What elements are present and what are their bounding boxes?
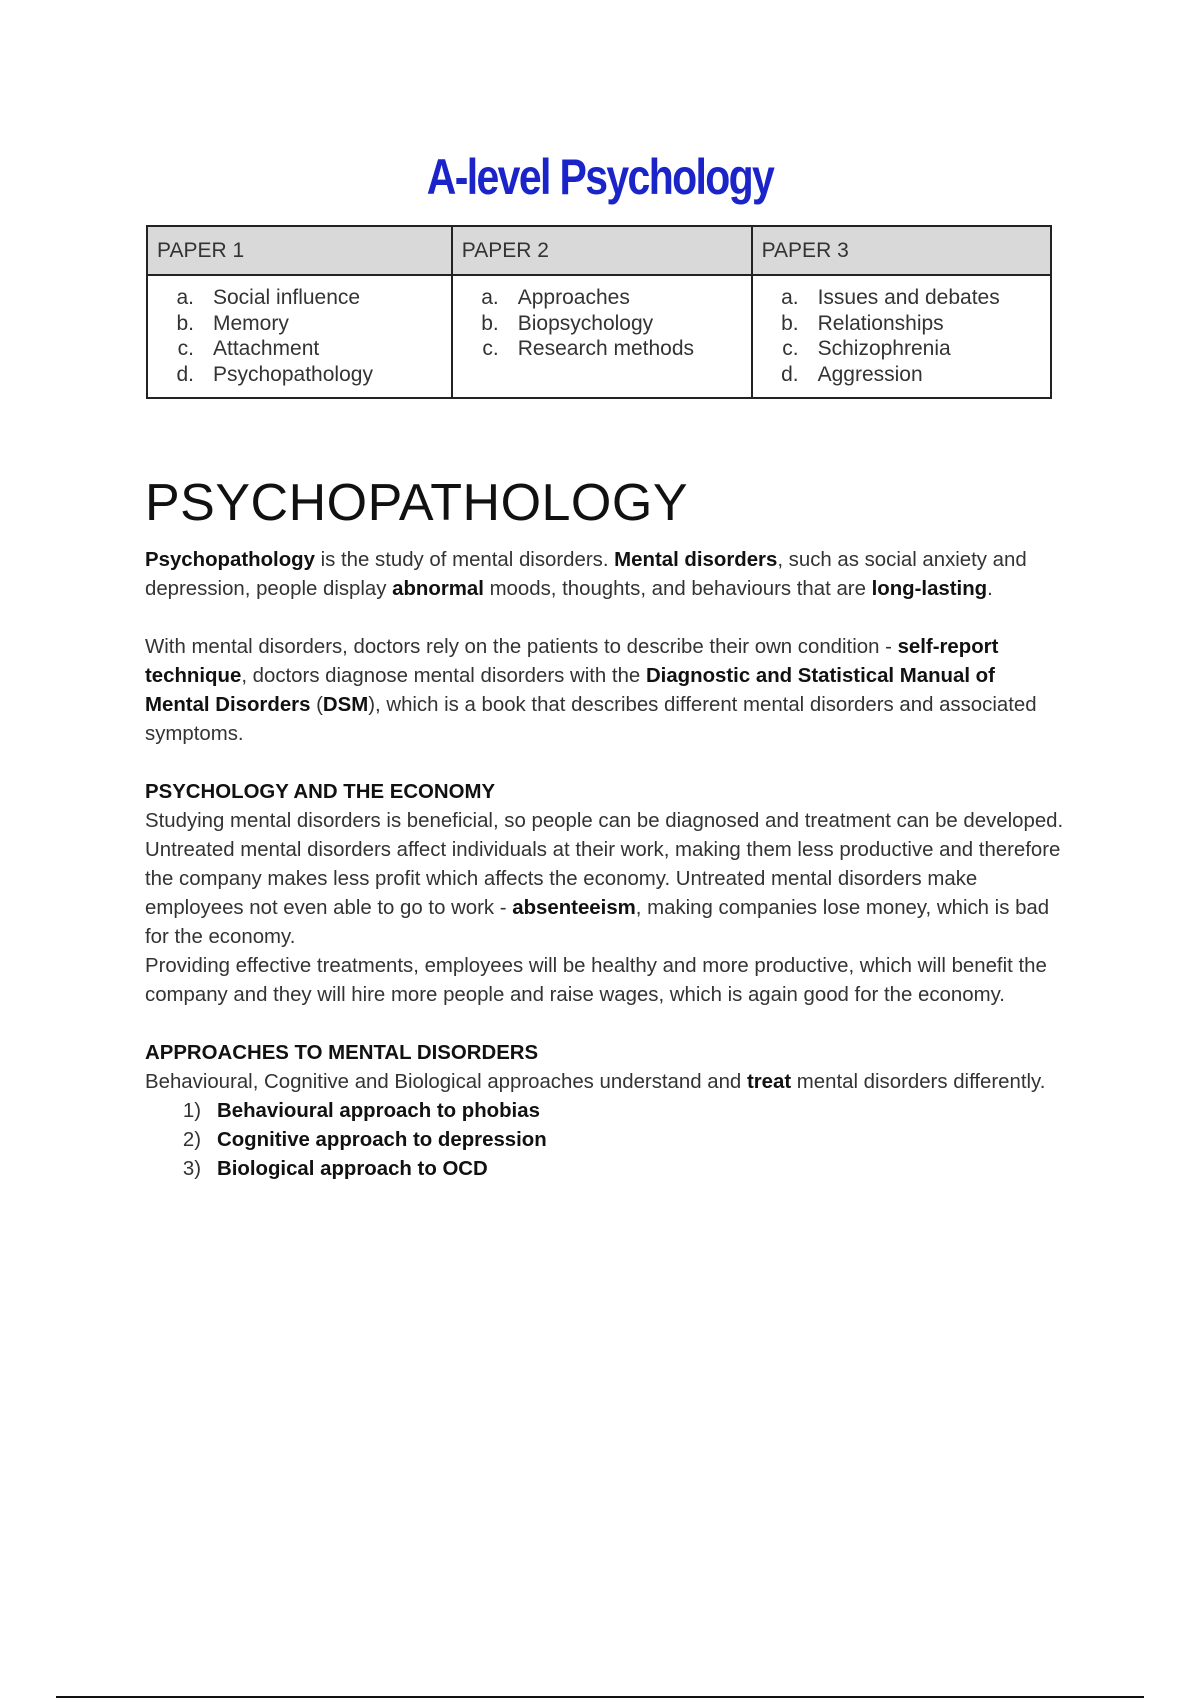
list-item: c. Attachment	[177, 337, 320, 360]
list-item: 2) Cognitive approach to depression	[182, 1129, 547, 1151]
economy-paragraph-2: Untreated mental disorders affect individuals at their work, making them less productive and therefore the company makes less profit which affects the economy. Untreated mental disorders make employees not even able to go to work - absenteeism, making companies lose money, which is bad for the economy.	[145, 839, 1061, 948]
diagnosis-paragraph: With mental disorders, doctors rely on the patients to describe their own condition - self-report technique, doctors diagnose mental disorders with the Diagnostic and Statistical Manual of Mental Disorders (DSM), which is a book that describes different mental disorders and associated symptoms.	[145, 636, 1037, 745]
paper-1-topics	[147, 275, 452, 398]
list-item: c. Schizophrenia	[782, 337, 951, 360]
page-divider	[56, 1696, 1144, 1698]
paper-1-header: PAPER 1	[147, 226, 452, 275]
list-item: b. Biopsychology	[481, 311, 654, 335]
economy-paragraph-3: Providing effective treatments, employees will be healthy and more productive, which will benefit the company and they will hire more people and raise wages, which is again good for the economy.	[145, 955, 1047, 1006]
paper-3-header: PAPER 3	[752, 226, 1051, 275]
list-item: a. Approaches	[481, 286, 630, 309]
document-title: A-level Psychology	[426, 149, 774, 205]
paper-2-header: PAPER 2	[452, 226, 752, 275]
list-item: a. Social influence	[176, 286, 361, 309]
list-item: 3) Biological approach to OCD	[182, 1158, 488, 1180]
list-item: 1) Behavioural approach to phobias	[182, 1100, 540, 1122]
list-item: b. Memory	[176, 311, 289, 335]
economy-heading: PSYCHOLOGY AND THE ECONOMY	[145, 781, 496, 803]
approaches-paragraph: Behavioural, Cognitive and Biological approaches understand and treat mental disorders differently.	[145, 1071, 1046, 1093]
paper-3-topics	[752, 275, 1051, 398]
list-item: b. Relationships	[781, 311, 944, 335]
list-item: d. Aggression	[781, 362, 923, 386]
section-heading: PSYCHOPATHOLOGY	[145, 474, 689, 532]
economy-paragraph-1: Studying mental disorders is beneficial, so people can be diagnosed and treatment can be developed.	[145, 810, 1064, 832]
papers-table	[146, 225, 1052, 399]
main-content	[145, 472, 1065, 1184]
intro-paragraph: Psychopathology is the study of mental disorders. Mental disorders, such as social anxiety and depression, people display abnormal moods, thoughts, and behaviours that are long-lasting.	[145, 549, 1027, 600]
approaches-list	[145, 1097, 1065, 1184]
approaches-heading: APPROACHES TO MENTAL DISORDERS	[145, 1042, 539, 1064]
list-item: a. Issues and debates	[781, 286, 1000, 309]
list-item: d. Psychopathology	[176, 362, 373, 386]
list-item: c. Research methods	[482, 337, 695, 360]
paper-2-topics	[452, 275, 752, 398]
